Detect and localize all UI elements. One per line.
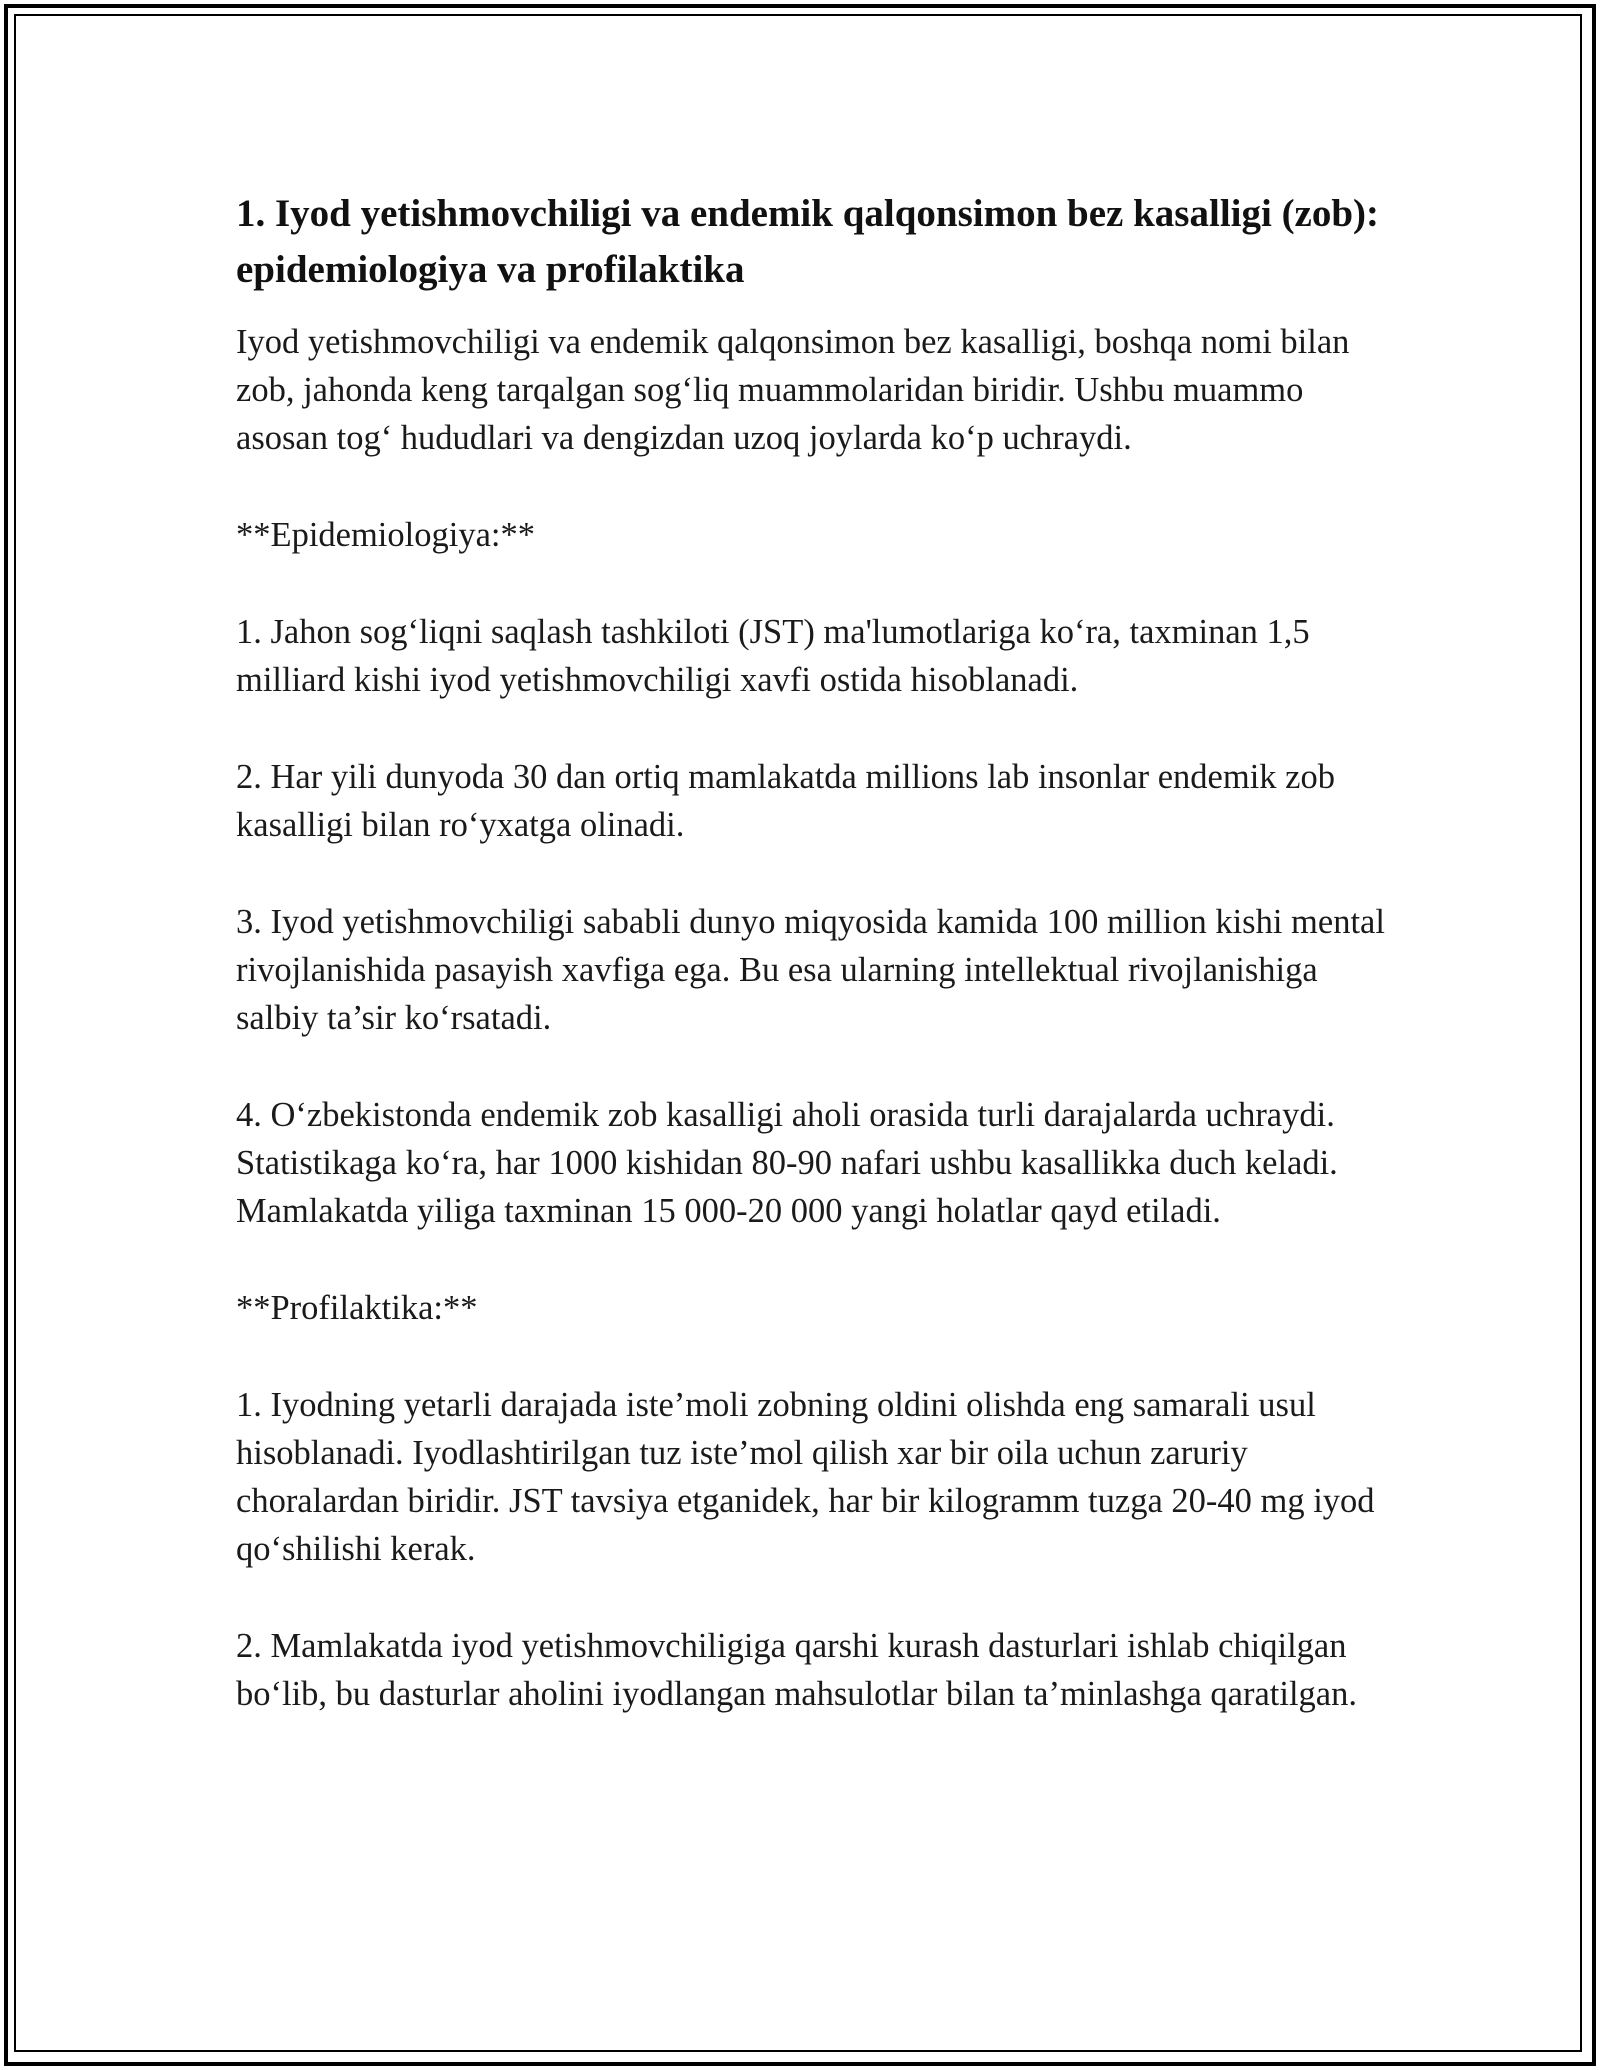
section-heading-prophylaxis: **Profilaktika:** [236,1289,478,1327]
prophylaxis-item-1: 1. Iyodning yetarli darajada iste’moli zobning oldini olishda eng samarali usul hisoblanadi. Iyodlashtirilgan tuz iste’mol qilish xar bir oila uchun zaruriy choralardan biridir. JST tavsiya etganidek, har bir kilogramm tuzga 20-40 mg iyod qo‘shilishi kerak. [236,1386,1375,1568]
epidemiology-item-3: 3. Iyod yetishmovchiligi sababli dunyo miqyosida kamida 100 million kishi mental rivojlanishida pasayish xavfiga ega. Bu esa ularning intellektual rivojlanishiga salbiy ta’sir ko‘rsatadi. [236,903,1385,1037]
intro-paragraph: Iyod yetishmovchiligi va endemik qalqonsimon bez kasalligi, boshqa nomi bilan zob, jahonda keng tarqalgan sog‘liq muammolaridan biridir. Ushbu muammo asosan tog‘ hududlari va dengizdan uzoq joylarda ko‘p uchraydi. [236,323,1350,457]
section-heading-epidemiology: **Epidemiologiya:** [236,516,535,554]
epidemiology-item-1: 1. Jahon sog‘liqni saqlash tashkiloti (JST) ma'lumotlariga ko‘ra, taxminan 1,5 milliard kishi iyod yetishmovchiligi xavfi ostida hisoblanadi. [236,613,1310,699]
prophylaxis-item-2: 2. Mamlakatda iyod yetishmovchiligiga qarshi kurash dasturlari ishlab chiqilgan bo‘lib, bu dasturlar aholini iyodlangan mahsulotlar bilan ta’minlashga qaratilgan. [236,1627,1357,1713]
epidemiology-item-2: 2. Har yili dunyoda 30 dan ortiq mamlakatda millions lab insonlar endemik zob kasalligi bilan ro‘yxatga olinadi. [236,758,1335,844]
epidemiology-item-4: 4. O‘zbekistonda endemik zob kasalligi aholi orasida turli darajalarda uchraydi. Statistikaga ko‘ra, har 1000 kishidan 80-90 nafari ushbu kasallikka duch keladi. Mamlakatda yiliga taxminan 15 000-20 000 yangi holatlar qayd etiladi. [236,1096,1338,1230]
document-body [236,186,1386,1718]
document-title: 1. Iyod yetishmovchiligi va endemik qalqonsimon bez kasalligi (zob): epidemiologiya va profilaktika [236,192,1380,291]
